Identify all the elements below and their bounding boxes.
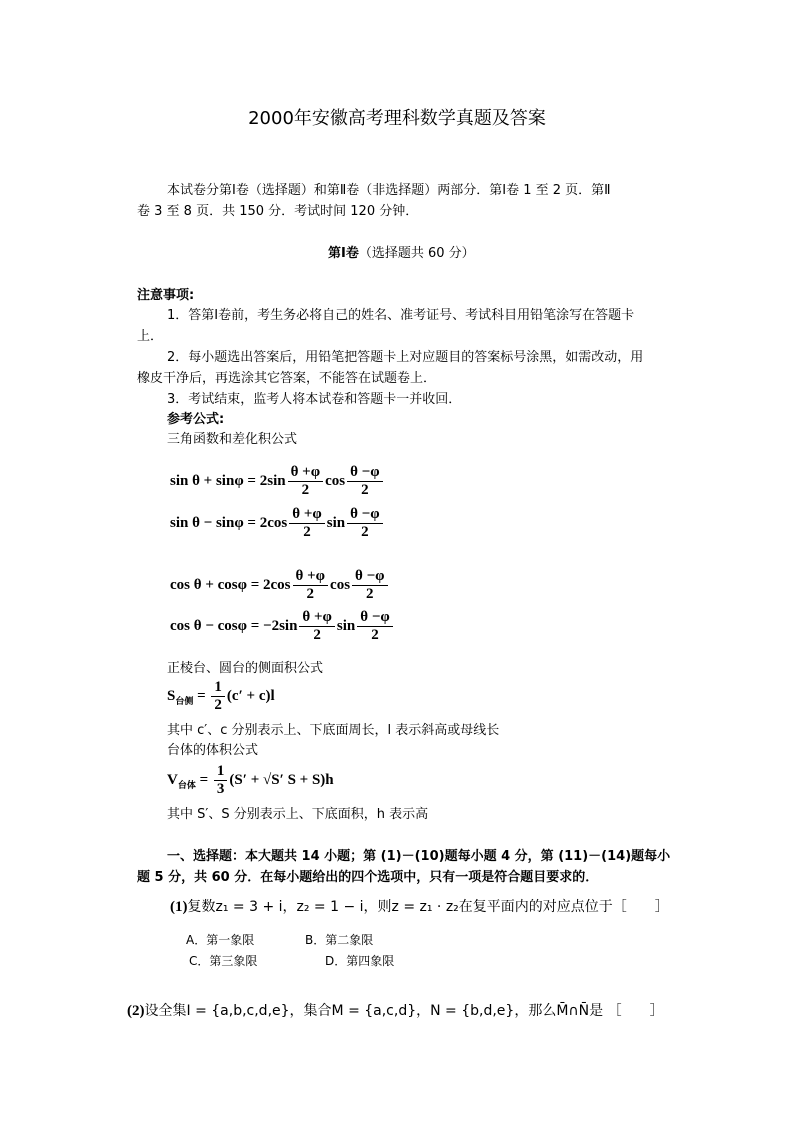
formula-text: sin xyxy=(336,617,356,634)
fraction-denominator: 2 xyxy=(361,524,369,540)
fraction-denominator: 2 xyxy=(361,482,369,498)
fraction xyxy=(288,464,324,499)
fraction-denominator: 3 xyxy=(216,781,225,797)
frustum-area-note: 其中 c′、c 分别表示上、下底面周长，l 表示斜高或母线长 xyxy=(167,723,500,738)
part1-heading xyxy=(328,246,475,262)
formula-text: cos xyxy=(330,576,351,593)
formula-text: = xyxy=(193,687,210,704)
fraction-numerator: θ +φ xyxy=(299,609,335,627)
formula-text: cos θ − cosφ = −2sin xyxy=(170,617,298,634)
frustum-volume-formula xyxy=(167,763,334,798)
fraction-numerator: θ −φ xyxy=(357,609,393,627)
fraction-numerator: θ −φ xyxy=(347,464,383,482)
notice-item: 2．每小题选出答案后，用铅笔把答题卡上对应题目的答案标号涂黑，如需改动，用 xyxy=(167,350,644,365)
part1-heading-rest: （选择题共 60 分） xyxy=(358,246,475,261)
fraction-numerator: 1 xyxy=(214,763,228,781)
trig-formula-4 xyxy=(170,609,395,644)
frustum-volume-note: 其中 S′、S 分别表示上、下底面积，h 表示高 xyxy=(167,807,429,822)
fraction-denominator: 2 xyxy=(303,524,311,540)
formula-text: sin θ − sinφ = 2cos xyxy=(170,514,288,531)
notice-item: 1．答第Ⅰ卷前，考生务必将自己的姓名、准考证号、考试科目用铅笔涂写在答题卡 xyxy=(167,308,635,323)
fraction xyxy=(352,568,388,603)
option-b[interactable]: B．第二象限 xyxy=(305,933,374,947)
formula-text: sin θ + sinφ = 2sin xyxy=(170,472,286,489)
question-text: 复数z₁ = 3 + i，z₂ = 1 − i，则z = z₁ · z₂在复平面内的对应点位于［ ］ xyxy=(187,899,669,915)
formula-subscript: 台侧 xyxy=(175,695,194,706)
question-1 xyxy=(170,899,669,915)
option-a[interactable]: A．第一象限 xyxy=(186,933,255,947)
fraction xyxy=(214,763,228,798)
reference-heading: 参考公式: xyxy=(167,412,225,427)
question-2 xyxy=(127,1003,664,1019)
intro-line: 本试卷分第Ⅰ卷（选择题）和第Ⅱ卷（非选择题）两部分．第Ⅰ卷 1 至 2 页．第Ⅱ xyxy=(167,183,611,198)
fraction-denominator: 2 xyxy=(366,586,374,602)
question-text: 设全集I = {a,b,c,d,e}，集合M = {a,c,d}，N = {b,d,e}，那么M̄∩N̄是 ［ ］ xyxy=(144,1003,664,1019)
page-title: 2000年安徽高考理科数学真题及答案 xyxy=(248,108,546,129)
section1-intro: 题 5 分，共 60 分．在每小题给出的四个选项中，只有一项是符合题目要求的． xyxy=(137,870,599,885)
formula-text: sin xyxy=(326,514,346,531)
fraction-denominator: 2 xyxy=(214,697,222,713)
trig-title: 三角函数和差化积公式 xyxy=(167,432,298,447)
fraction xyxy=(211,679,225,714)
fraction-numerator: θ −φ xyxy=(352,568,388,586)
fraction xyxy=(293,568,329,603)
formula-text: V xyxy=(167,771,178,788)
formula-subscript: 台体 xyxy=(177,779,196,790)
question-number: (1) xyxy=(170,899,188,915)
trig-formula-1 xyxy=(170,464,385,499)
notice-item: 上． xyxy=(137,329,164,344)
question-number: (2) xyxy=(127,1003,145,1019)
frustum-area-formula xyxy=(167,679,275,714)
fraction-numerator: θ −φ xyxy=(347,506,383,524)
option-d[interactable]: D．第四象限 xyxy=(325,954,395,968)
notice-item: 3．考试结束，监考人将本试卷和答题卡一并收回． xyxy=(167,392,462,407)
fraction xyxy=(347,506,383,541)
frustum-area-title: 正棱台、圆台的侧面积公式 xyxy=(167,661,324,676)
notice-heading: 注意事项: xyxy=(137,288,195,303)
section1-intro: 一、选择题：本大题共 14 小题；第 (1)－(10)题每小题 4 分，第 (11)－(14)题每小 xyxy=(167,849,671,864)
fraction-numerator: θ +φ xyxy=(288,464,324,482)
formula-text: (c′ + c)l xyxy=(226,687,275,704)
fraction-numerator: θ +φ xyxy=(293,568,329,586)
part1-heading-bold: 第Ⅰ卷 xyxy=(328,246,359,261)
intro-line: 卷 3 至 8 页．共 150 分．考试时间 120 分钟． xyxy=(137,204,419,219)
fraction-denominator: 2 xyxy=(371,627,379,643)
fraction-numerator: θ +φ xyxy=(289,506,325,524)
fraction xyxy=(347,464,383,499)
formula-text: = xyxy=(195,771,212,788)
formula-text: cos θ + cosφ = 2cos xyxy=(170,576,291,593)
trig-formula-2 xyxy=(170,506,385,541)
fraction xyxy=(299,609,335,644)
formula-text: S xyxy=(167,687,176,704)
notice-item: 橡皮干净后，再选涂其它答案，不能答在试题卷上． xyxy=(137,371,437,386)
fraction-denominator: 2 xyxy=(301,482,310,498)
fraction-numerator: 1 xyxy=(211,679,225,697)
formula-text: (S′ + √S′ S + S)h xyxy=(229,771,334,788)
fraction-denominator: 2 xyxy=(313,627,321,643)
fraction xyxy=(357,609,393,644)
option-c[interactable]: C．第三象限 xyxy=(189,954,258,968)
frustum-volume-title: 台体的体积公式 xyxy=(167,743,259,758)
trig-formula-3 xyxy=(170,568,390,603)
fraction xyxy=(289,506,325,541)
fraction-denominator: 2 xyxy=(306,586,315,602)
formula-text: cos xyxy=(325,472,346,489)
